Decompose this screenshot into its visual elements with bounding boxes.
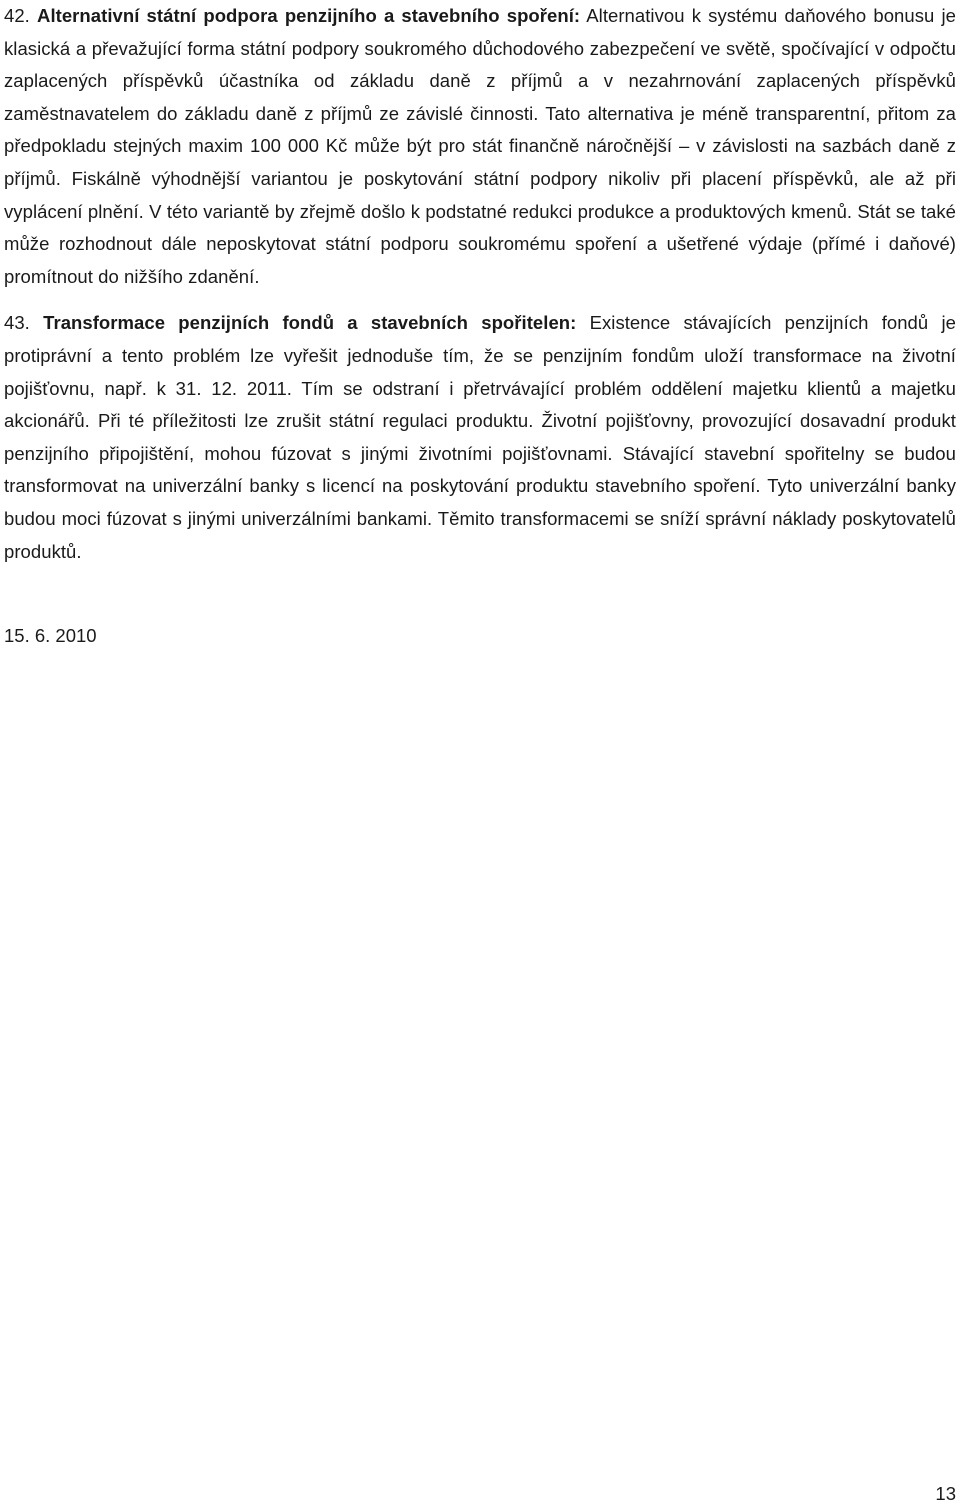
section-heading: Transformace penzijních fondů a stavebních spořitelen:	[43, 312, 577, 334]
section-43	[4, 307, 956, 568]
document-page	[4, 0, 956, 568]
section-number: 43.	[4, 312, 30, 334]
section-42	[4, 0, 956, 293]
section-number: 42.	[4, 5, 30, 26]
section-body: Alternativou k systému daňového bonusu je klasická a převažující forma státní podpory soukromého důchodového zabezpečení ve světě, spočívající v odpočtu zaplacených příspěvků účastníka od základu daně z příjmů a v nezahrnování zaplacených příspěvků zaměstnavatelem do základu daně z příjmů ze závislé činnosti. Tato alternativa je méně transparentní, přitom za předpokladu stejných maxim 100 000 Kč může být pro stát finančně náročnější – v závislosti na sazbách daně z příjmů. Fiskálně výhodnější variantou je poskytování státní podpory nikoliv při placení příspěvků, ale až při vyplácení plnění. V této variantě by zřejmě došlo k podstatné redukci produkce a produktových kmenů. Stát se také může rozhodnout dále neposkytovat státní podporu soukromému spoření a ušetřené výdaje (přímé i daňové) promítnout do nižšího zdanění.	[4, 5, 957, 287]
document-date: 15. 6. 2010	[4, 625, 97, 646]
section-body: Existence stávajících penzijních fondů je protiprávní a tento problém lze vyřešit jednoduše tím, že se penzijním fondům uloží transformace na životní pojišťovnu, např. k 31. 12. 2011. Tím se odstraní i přetrvávající problém oddělení majetku klientů a majetku akcionářů. Při té příležitosti lze zrušit státní regulaci produktu. Životní pojišťovny, provozující dosavadní produkt penzijního připojištění, mohou fúzovat s jinými životními pojišťovnami. Stávající stavební spořitelny se budou transformovat na univerzální banky s licencí na poskytování produktu stavebního spoření. Tyto univerzální banky budou moci fúzovat s jinými univerzálními bankami. Těmito transformacemi se sníží správní náklady poskytovatelů produktů.	[4, 312, 956, 562]
section-heading: Alternativní státní podpora penzijního a stavebního spoření:	[37, 5, 581, 26]
page-number: 13	[935, 1483, 956, 1504]
